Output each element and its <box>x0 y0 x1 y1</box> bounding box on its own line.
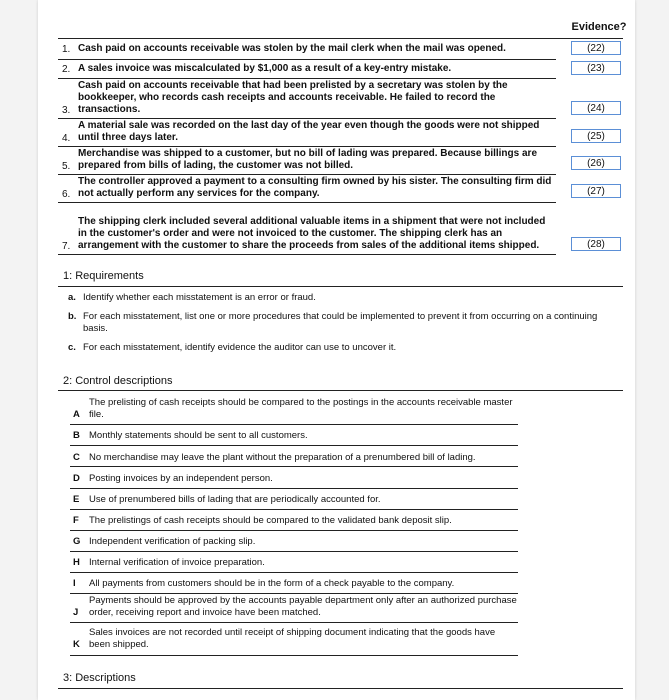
control-item <box>70 395 518 421</box>
misstatement-row <box>58 60 623 76</box>
control-letter: C <box>73 452 80 463</box>
control-letter: J <box>73 607 79 618</box>
control-letter: H <box>73 557 80 568</box>
requirement-item <box>68 311 608 335</box>
row-divider <box>70 509 518 510</box>
control-text: Monthly statements should be sent to all customers. <box>89 430 308 441</box>
misstatement-row <box>58 203 623 253</box>
row-divider <box>70 622 518 623</box>
control-item <box>70 492 518 506</box>
requirement-item <box>68 342 608 354</box>
misstatement-text: Merchandise was shipped to a customer, but no bill of lading was prepared. Because billings are prepared from bills of lading, the customer was not billed. <box>78 148 537 171</box>
control-text: All payments from customers should be in the form of a check payable to the company. <box>89 578 455 589</box>
row-divider <box>70 551 518 552</box>
misstatement-number: 1. <box>62 44 71 55</box>
row-divider <box>70 655 518 656</box>
misstatement-text: Cash paid on accounts receivable was stolen by the mail clerk when the mail was opened. <box>78 43 506 54</box>
misstatement-text: A sales invoice was miscalculated by $1,000 as a result of a key-entry mistake. <box>78 63 452 74</box>
misstatement-text: Cash paid on accounts receivable that had been prelisted by a secretary was stolen by the bookkeeper, who records cash receipts and accounts receivable. He failed to record the transactions. <box>78 80 508 115</box>
requirement-letter: c. <box>68 342 76 353</box>
misstatement-text: The shipping clerk included several additional valuable items in a shipment that were not included in the customer's order and were not invoiced to the customer. The shipping clerk has an arrangement with the customer to share the proceeds from sales of the additional items shipped. <box>78 216 546 251</box>
requirements-title: 1: Requirements <box>63 270 144 282</box>
misstatement-row <box>58 147 623 173</box>
row-divider <box>70 424 518 425</box>
control-text: The prelistings of cash receipts should be compared to the validated bank deposit slip. <box>89 515 452 526</box>
misstatement-text: The controller approved a payment to a consulting firm owned by his sister. The consulting firm did not actually perform any services for the company. <box>78 176 552 199</box>
control-text: Posting invoices by an independent person. <box>89 473 273 484</box>
requirement-letter: b. <box>68 311 77 322</box>
control-item <box>70 625 518 651</box>
control-text: Sales invoices are not recorded until receipt of shipping document indicating that the goods have been shipped. <box>89 627 496 650</box>
control-item <box>70 576 518 590</box>
evidence-answer-box[interactable]: (28) <box>571 237 621 251</box>
misstatement-number: 5. <box>62 161 71 172</box>
misstatement-row <box>58 175 623 201</box>
misstatement-number: 7. <box>62 241 71 252</box>
control-text: No merchandise may leave the plant without the preparation of a prenumbered bill of lading. <box>89 452 476 463</box>
section-rule <box>58 390 623 391</box>
row-divider <box>70 572 518 573</box>
control-letter: F <box>73 515 79 526</box>
requirement-item <box>68 292 608 304</box>
misstatement-number: 3. <box>62 105 71 116</box>
requirement-text: Identify whether each misstatement is an error or fraud. <box>83 292 316 303</box>
control-item <box>70 534 518 548</box>
control-letter: E <box>73 494 80 505</box>
row-divider <box>70 466 518 467</box>
control-item <box>70 450 518 464</box>
evidence-answer-box[interactable]: (24) <box>571 101 621 115</box>
row-divider <box>70 445 518 446</box>
descriptions-title: 3: Descriptions <box>63 672 136 684</box>
control-letter: I <box>73 578 76 589</box>
control-text: The prelisting of cash receipts should be compared to the postings in the accounts receivable master file. <box>89 397 513 420</box>
evidence-answer-box[interactable]: (22) <box>571 41 621 55</box>
misstatement-text: A material sale was recorded on the last day of the year even though the goods were not shipped until three days later. <box>78 120 540 143</box>
control-text: Use of prenumbered bills of lading that are periodically accounted for. <box>89 494 381 505</box>
row-divider <box>70 488 518 489</box>
control-letter: K <box>73 639 80 650</box>
control-letter: A <box>73 409 80 420</box>
control-letter: G <box>73 536 81 547</box>
misstatement-row <box>58 40 623 56</box>
misstatement-number: 6. <box>62 189 71 200</box>
evidence-answer-box[interactable]: (27) <box>571 184 621 198</box>
control-text: Independent verification of packing slip. <box>89 536 256 547</box>
row-divider <box>70 530 518 531</box>
evidence-answer-box[interactable]: (23) <box>571 61 621 75</box>
control-letter: B <box>73 430 80 441</box>
control-letter: D <box>73 473 80 484</box>
section-rule <box>58 688 623 689</box>
requirement-text: For each misstatement, list one or more procedures that could be implemented to prevent it from occurring on a continuing basis. <box>83 311 598 334</box>
controls-title: 2: Control descriptions <box>63 375 173 387</box>
table-top-rule <box>58 38 623 39</box>
control-item <box>70 428 518 442</box>
misstatement-number: 2. <box>62 64 71 75</box>
misstatement-row <box>58 119 623 145</box>
control-text: Payments should be approved by the accounts payable department only after an authorized purchase order, receiving report and invoice have been matched. <box>89 595 517 618</box>
row-divider <box>58 254 556 255</box>
misstatement-number: 4. <box>62 133 71 144</box>
control-item <box>70 593 518 619</box>
control-text: Internal verification of invoice preparation. <box>89 557 265 568</box>
evidence-answer-box[interactable]: (25) <box>571 129 621 143</box>
requirement-text: For each misstatement, identify evidence the auditor can use to uncover it. <box>83 342 397 353</box>
section-rule <box>58 286 623 287</box>
requirement-letter: a. <box>68 292 76 303</box>
worksheet-page <box>38 0 635 700</box>
misstatement-row <box>58 79 623 117</box>
evidence-answer-box[interactable]: (26) <box>571 156 621 170</box>
control-item <box>70 513 518 527</box>
control-item <box>70 471 518 485</box>
control-item <box>70 555 518 569</box>
evidence-header: Evidence? <box>571 21 627 33</box>
